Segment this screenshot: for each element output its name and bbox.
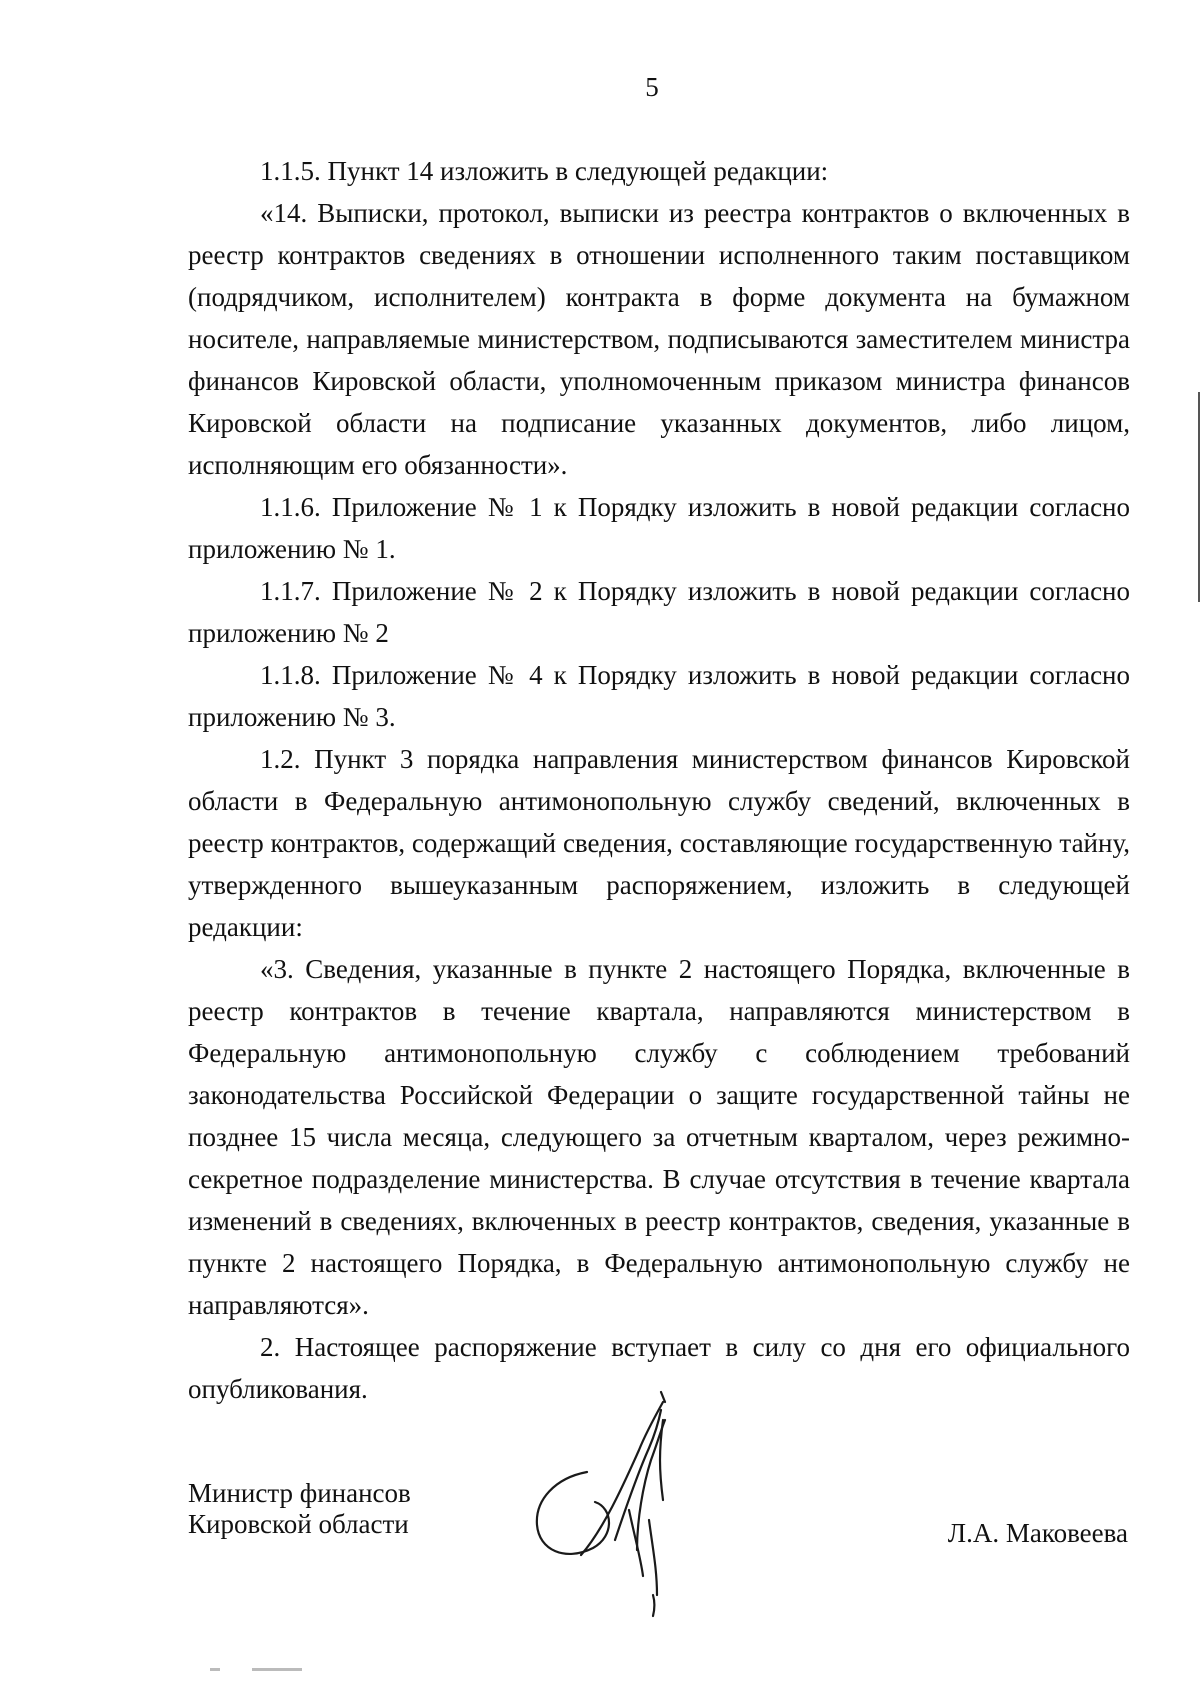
paragraph-1-1-8: 1.1.8. Приложение № 4 к Порядку изложить в новой редакции согласно приложению № 3.	[188, 660, 1130, 732]
paragraph-2: 2. Настоящее распоряжение вступает в силу со дня его официального опубликования.	[188, 1332, 1130, 1404]
paragraph-1-1-7: 1.1.7. Приложение № 2 к Порядку изложить в новой редакции согласно приложению № 2	[188, 576, 1130, 648]
signer-position-line-2: Кировской области	[188, 1509, 409, 1539]
signer-position	[188, 1478, 411, 1540]
document-body	[188, 150, 1130, 1410]
signer-name: Л.А. Маковеева	[947, 1518, 1128, 1548]
signer-position-line-1: Министр финансов	[188, 1478, 411, 1508]
paragraph-point-3: «3. Сведения, указанные в пункте 2 настоящего Порядка, включенные в реестр контрактов в течение квартала, направляются министерством в Федеральную антимонопольную службу с соблюдением требований законодательства Российской Федерации о защите государственной тайны не позднее 15 числа месяца, следующего за отчетным кварталом, через режимно-секретное подразделение министерства. В случае отсутствия в течение квартала изменений в сведениях, включенных в реестр контрактов, сведения, указанные в пункте 2 настоящего Порядка, в Федеральную антимонопольную службу не направляются».	[188, 954, 1130, 1320]
scan-artifact	[210, 1668, 220, 1671]
paragraph-point-14: «14. Выписки, протокол, выписки из реестра контрактов о включенных в реестр контрактов сведениях в отношении исполненного таким поставщиком (подрядчиком, исполнителем) контракта в форме документа на бумажном носителе, направляемые министерством, подписываются заместителем министра финансов Кировской области, уполномоченным приказом министра финансов Кировской области на подписание указанных документов, либо лицом, исполняющим его обязанности».	[188, 198, 1130, 480]
page-number: 5	[645, 72, 659, 102]
handwritten-signature	[525, 1390, 695, 1620]
paragraph-1-2: 1.2. Пункт 3 порядка направления министерством финансов Кировской области в Федеральную антимонопольную службу сведений, включенных в реестр контрактов, содержащий сведения, составляющие государственную тайну, утвержденного вышеуказанным распоряжением, изложить в следующей редакции:	[188, 744, 1130, 942]
paragraph-1-1-6: 1.1.6. Приложение № 1 к Порядку изложить в новой редакции согласно приложению № 1.	[188, 492, 1130, 564]
paragraph-1-1-5: 1.1.5. Пункт 14 изложить в следующей редакции:	[260, 156, 829, 186]
scan-artifact	[252, 1668, 302, 1671]
